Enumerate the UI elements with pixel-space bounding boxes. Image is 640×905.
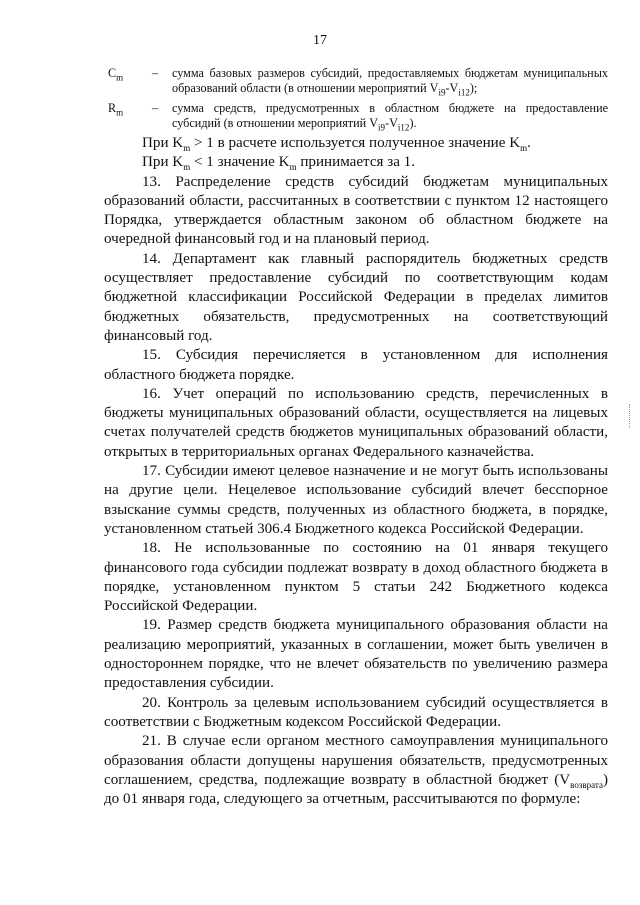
page-number: 17	[313, 33, 327, 48]
definition-text: сумма базовых размеров субсидий, предоставляемых бюджетам муниципальных образований области (в отношении мероприятий $V_{i9}-V_{i12}$);	[172, 66, 608, 98]
definition-dash: –	[152, 101, 159, 115]
definition-symbol: $C_m$	[108, 66, 124, 83]
margin-mark	[629, 404, 632, 428]
definition-symbol: $R_m$	[108, 101, 124, 118]
definition-dash: –	[152, 66, 159, 80]
paragraph-19: 19. Размер средств бюджета муниципального образования области на реализацию мероприятий, указанных в соглашении, может быть увеличен в одностороннем порядке, что не влечет обязательств по увеличению размера предоставления субсидии.	[104, 617, 608, 692]
paragraph-20: 20. Контроль за целевым использованием субсидий осуществляется в соответствии с Бюджетным кодексом Российской Федерации.	[104, 694, 608, 730]
paragraph-21: 21. В случае если органом местного самоуправления муниципального образования области допущены нарушения обязательств, предусмотренных соглашением, средства, подлежащие возврату в областной бюджет $(V_{возврата})$ до 01 января года, следующего за отчетным, рассчитываются по формуле:	[104, 733, 608, 808]
document-body	[104, 134, 608, 809]
paragraph-13: 13. Распределение средств субсидий бюджетам муниципальных образований области, рассчитанных в соответствии с пунктом 12 настоящего Порядка, утверждается областным законом об областном бюджете на очередной финансовый год и на плановый период.	[104, 173, 608, 248]
note-km-less: При $K_m < 1$ значение $K_m$ принимается за 1.	[142, 154, 416, 173]
definitions-list	[108, 66, 608, 136]
paragraph-15: 15. Субсидия перечисляется в установленном для исполнения областного бюджета порядке.	[104, 347, 608, 383]
definition-item-c	[108, 66, 608, 96]
paragraph-14: 14. Департамент как главный распорядитель бюджетных средств осуществляет предоставление субсидий по соответствующим кодам бюджетной классификации Российской Федерации в пределах лимитов бюджетных обязательств, предусмотренных на соответствующий финансовый год.	[104, 250, 608, 344]
paragraph-17: 17. Субсидии имеют целевое назначение и не могут быть использованы на другие цели. Нецелевое использование субсидий влечет бесспорное взыскание суммы средств, полученных из областного бюджета, в порядке, установленном статьей 306.4 Бюджетного кодекса Российской Федерации.	[104, 463, 608, 537]
paragraph-16: 16. Учет операций по использованию средств, перечисленных в бюджеты муниципальных образований области, осуществляется на лицевых счетах получателей средств бюджетов муниципальных образований области, открытых в территориальных органах Федерального казначейства.	[104, 385, 608, 460]
definition-text: сумма средств, предусмотренных в областном бюджете на предоставление субсидий (в отношении мероприятий $V_{i9}-V_{i12}$).	[172, 101, 608, 133]
note-km-greater: При $K_m > 1$ в расчете используется полученное значение $K_m$.	[142, 135, 531, 154]
definition-item-r	[108, 101, 608, 131]
paragraph-18: 18. Не использованные по состоянию на 01 января текущего финансового года субсидии подлежат возврату в доход областного бюджета в порядке, установленном пунктом 5 статьи 242 Бюджетного кодекса Российской Федерации.	[104, 540, 608, 615]
